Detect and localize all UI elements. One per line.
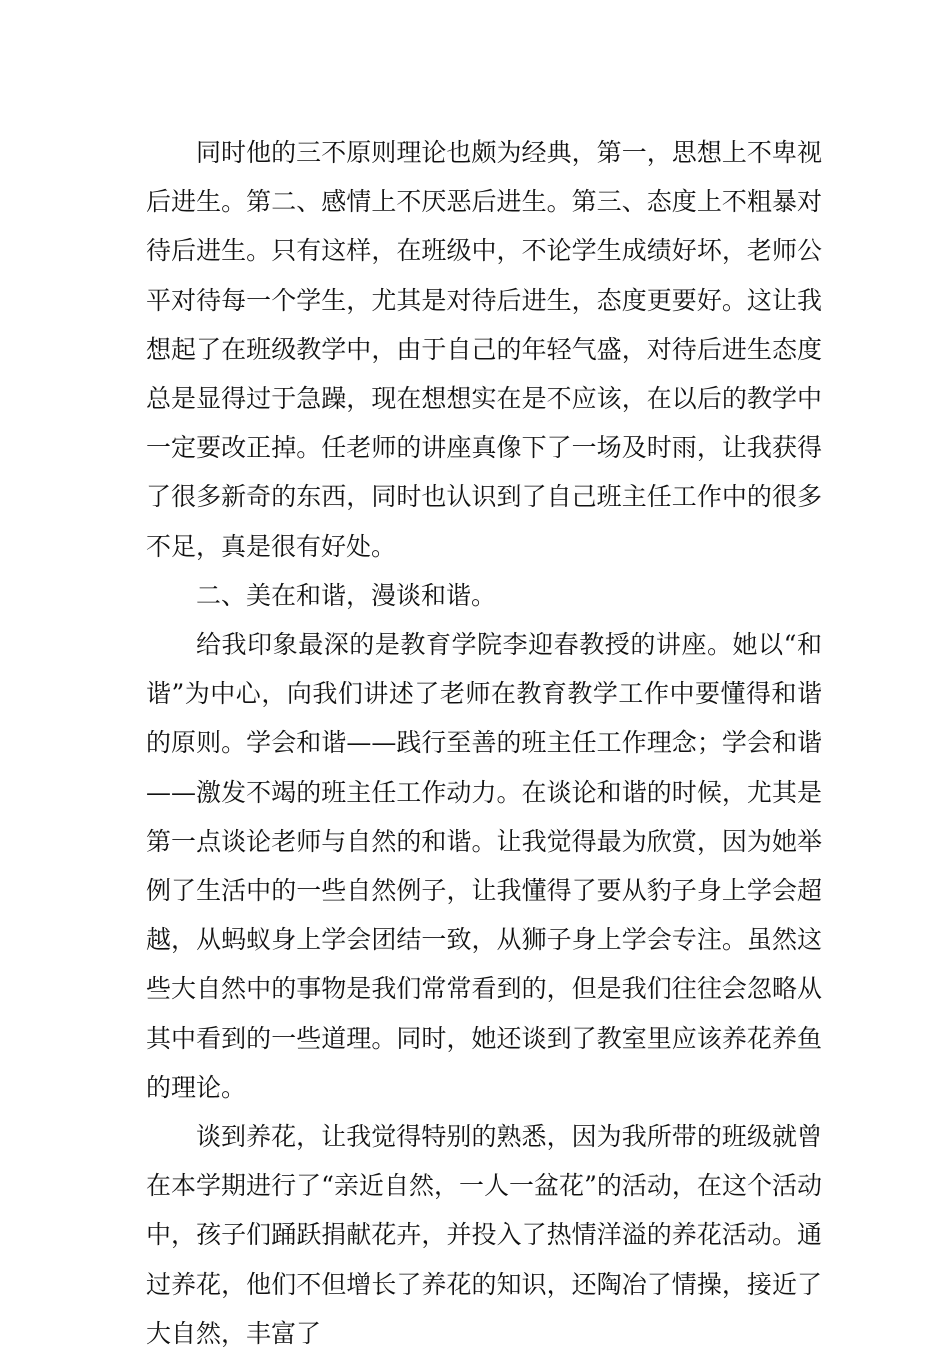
- section-heading-harmony: 二、美在和谐，漫谈和谐。: [196, 580, 497, 610]
- paragraph-growing-flowers: 谈到养花，让我觉得特别的熟悉，因为我所带的班级就曾在本学期进行了“亲近自然，一人一盆花”的活动，在这个活动中，孩子们踊跃捐献花卉，并投入了热情洋溢的养花活动。通过养花，他们不但增长了养花的知识，还陶冶了情操，接近了大自然，丰富了: [146, 1122, 822, 1348]
- paragraph-three-principles: 同时他的三不原则理论也颇为经典，第一，思想上不卑视后进生。第二、感情上不厌恶后进生。第三、态度上不粗暴对待后进生。只有这样，在班级中，不论学生成绩好坏，老师公平对待每一个学生，尤其是对待后进生，态度更要好。这让我想起了在班级教学中，由于自己的年轻气盛，对待后进生态度总是显得过于急躁，现在想想实在是不应该，在以后的教学中一定要改正掉。任老师的讲座真像下了一场及时雨，让我获得了很多新奇的东西，同时也认识到了自己班主任工作中的很多不足，真是很有好处。: [146, 138, 822, 561]
- paragraph-harmony-lecture: 给我印象最深的是教育学院李迎春教授的讲座。她以“和谐”为中心，向我们讲述了老师在教育教学工作中要懂得和谐的原则。学会和谐——践行至善的班主任工作理念；学会和谐——激发不竭的班主任工作动力。在谈论和谐的时候，尤其是第一点谈论老师与自然的和谐。让我觉得最为欣赏，因为她举例了生活中的一些自然例子，让我懂得了要从豹子身上学会超越，从蚂蚁身上学会团结一致，从狮子身上学会专注。虽然这些大自然中的事物是我们常常看到的，但是我们往往会忽略从其中看到的一些道理。同时，她还谈到了教室里应该养花养鱼的理论。: [146, 630, 822, 1102]
- document-body: [146, 128, 822, 1358]
